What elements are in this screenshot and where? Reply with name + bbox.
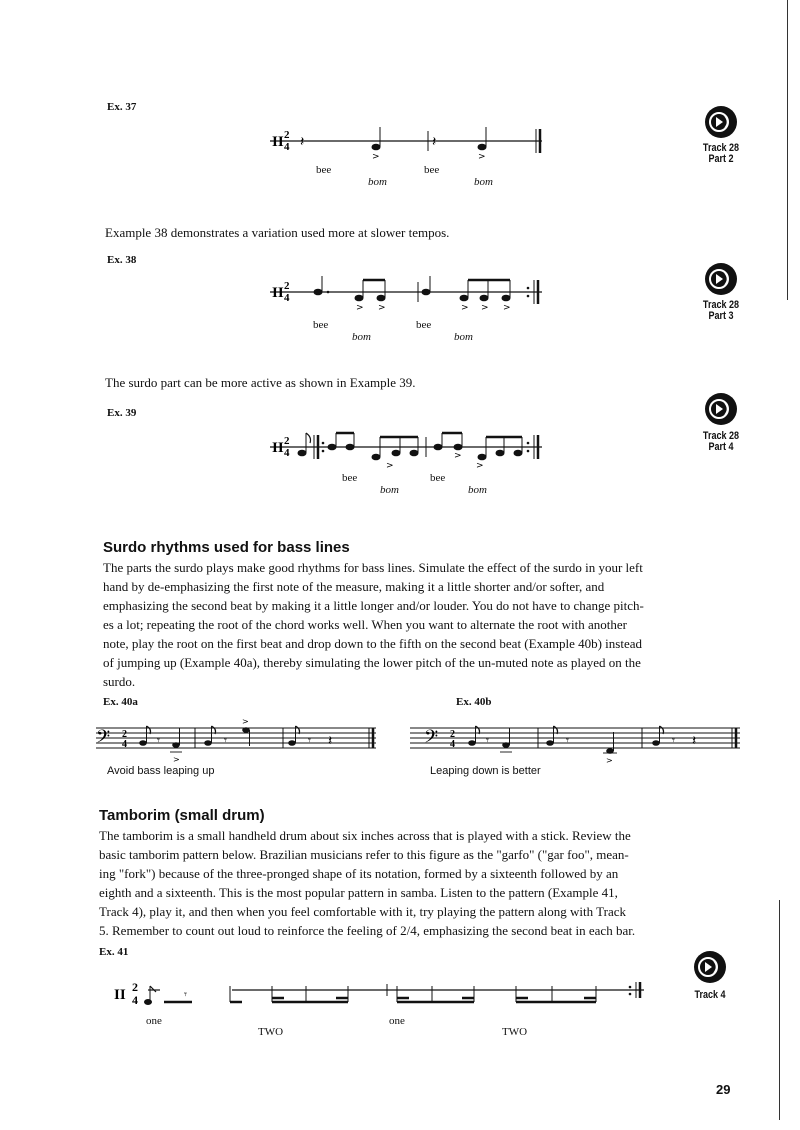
paragraph: Example 38 demonstrates a variation used more at slower tempos. (105, 225, 450, 240)
paragraph: The surdo part can be more active as shown in Example 39. (105, 375, 416, 390)
svg-text:>: > (461, 303, 469, 313)
svg-text:>: > (356, 303, 364, 313)
svg-text:𝄢: 𝄢 (96, 727, 111, 752)
svg-text:4: 4 (450, 739, 455, 750)
staff-ex38 (270, 276, 550, 316)
svg-text:𝄢: 𝄢 (424, 727, 439, 752)
svg-text:>: > (378, 303, 386, 313)
svg-text:𝄽: 𝄽 (300, 134, 305, 150)
lyric: bee (416, 319, 432, 331)
lyric: bee (316, 164, 332, 176)
svg-text:2: 2 (284, 280, 290, 292)
section-body: The parts the surdo plays make good rhythms for bass lines. Simulate the effect of the surdo in your left hand by de-emphasizing the first note of the measure, making it a little shorter and/or softer, and emphasizing the second beat by making it a little longer and/or louder. You do not have to change pitch- es a lot; repeating the root of the chord works well. When you want to alternate the root with another note, play the root on the first beat and drop down to the fifth on the second beat (Example 40b) instead of jumping up (Example 40a), thereby simulating the lower pitch of the un-muted note as played on the surdo. (103, 560, 644, 689)
caption: Avoid bass leaping up (107, 765, 215, 777)
bass-staff-ex40b (410, 718, 745, 768)
track-label: Track 4 (694, 989, 726, 1001)
example-label: Ex. 37 (107, 101, 137, 113)
audio-track-icon[interactable] (704, 105, 738, 139)
lyric: bom (380, 484, 399, 496)
staff-ex37 (270, 125, 550, 165)
lyric: TWO (502, 1026, 528, 1038)
section-body: The tamborim is a small handheld drum about six inches across that is played with a stick. Review the basic tamborim pattern below. Brazilian musicians refer to this figure as the "garfo" ("gar foo", mean- ing "fork") because of the three-pronged shape of its notation, formed by a sixteenth followed by an eighth and a sixteenth. This is the most popular pattern in samba. Listen to the pattern (Example 41, Track 4), play it, and then when you feel comfortable with it, try playing the pattern along with Track 5. Remember to count out loud to reinforce the feeling of 2/4, emphasizing the second beat in each bar. (99, 828, 636, 938)
svg-text:2: 2 (284, 435, 290, 447)
svg-text:2: 2 (122, 729, 127, 740)
svg-text:II: II (272, 440, 284, 456)
lyric: bom (474, 176, 493, 188)
svg-text:>: > (386, 461, 394, 471)
svg-text:𝄾: 𝄾 (184, 988, 187, 1001)
svg-text:4: 4 (132, 993, 138, 1007)
lyric: one (389, 1015, 405, 1027)
lyric: bee (430, 472, 446, 484)
track-label: Track 28 Part 2 (702, 142, 740, 165)
audio-track-icon[interactable] (704, 392, 738, 426)
lyric: bom (368, 176, 387, 188)
svg-text:>: > (503, 303, 511, 313)
example-label: Ex. 40a (103, 696, 138, 708)
example-label: Ex. 39 (107, 407, 137, 419)
svg-text:𝄾: 𝄾 (486, 734, 489, 747)
lyric: bom (454, 331, 473, 343)
audio-track-icon[interactable] (704, 262, 738, 296)
lyric: bee (342, 472, 358, 484)
example-label: Ex. 40b (456, 696, 492, 708)
lyric: TWO (258, 1026, 284, 1038)
bass-staff-ex40a (96, 718, 381, 768)
lyric: bom (352, 331, 371, 343)
caption: Leaping down is better (430, 765, 541, 777)
svg-text:𝄾: 𝄾 (308, 734, 311, 747)
svg-text:II: II (114, 987, 126, 1003)
example-label: Ex. 38 (107, 254, 137, 266)
binding-edge (779, 900, 780, 1120)
svg-text:>: > (478, 152, 486, 162)
svg-text:𝄽: 𝄽 (328, 733, 333, 749)
svg-text:2: 2 (450, 729, 455, 740)
section-heading: Tamborim (small drum) (99, 807, 265, 824)
svg-text:>: > (372, 152, 380, 162)
svg-text:4: 4 (122, 739, 127, 750)
binding-edge (787, 0, 788, 300)
svg-text:𝄽: 𝄽 (432, 134, 437, 150)
page-number: 29 (716, 1082, 731, 1097)
lyric: one (146, 1015, 162, 1027)
svg-text:II: II (272, 134, 284, 150)
svg-text:>: > (481, 303, 489, 313)
svg-text:II: II (272, 285, 284, 301)
svg-text:𝄾: 𝄾 (672, 734, 675, 747)
svg-text:>: > (454, 451, 462, 461)
section-heading: Surdo rhythms used for bass lines (103, 539, 350, 556)
time-sig-top: 2 (284, 129, 290, 141)
svg-text:2: 2 (132, 980, 138, 994)
svg-text:>: > (476, 461, 484, 471)
svg-text:𝄽: 𝄽 (692, 733, 697, 749)
lyric: bee (313, 319, 329, 331)
svg-text:𝄾: 𝄾 (224, 734, 227, 747)
track-label: Track 28 Part 4 (702, 430, 740, 453)
track-label: Track 28 Part 3 (702, 299, 740, 322)
staff-ex39 (270, 431, 550, 471)
lyric: bee (424, 164, 440, 176)
time-sig-bottom: 4 (284, 141, 290, 153)
staff-ex41 (112, 978, 652, 1018)
svg-text:𝄾: 𝄾 (566, 734, 569, 747)
svg-text:>: > (606, 756, 613, 765)
svg-text:4: 4 (284, 292, 290, 304)
example-label: Ex. 41 (99, 946, 129, 958)
svg-text:>: > (173, 755, 180, 764)
svg-text:>: > (242, 717, 249, 726)
svg-text:4: 4 (284, 447, 290, 459)
lyric: bom (468, 484, 487, 496)
svg-text:𝄾: 𝄾 (157, 734, 160, 747)
audio-track-icon[interactable] (693, 950, 727, 984)
